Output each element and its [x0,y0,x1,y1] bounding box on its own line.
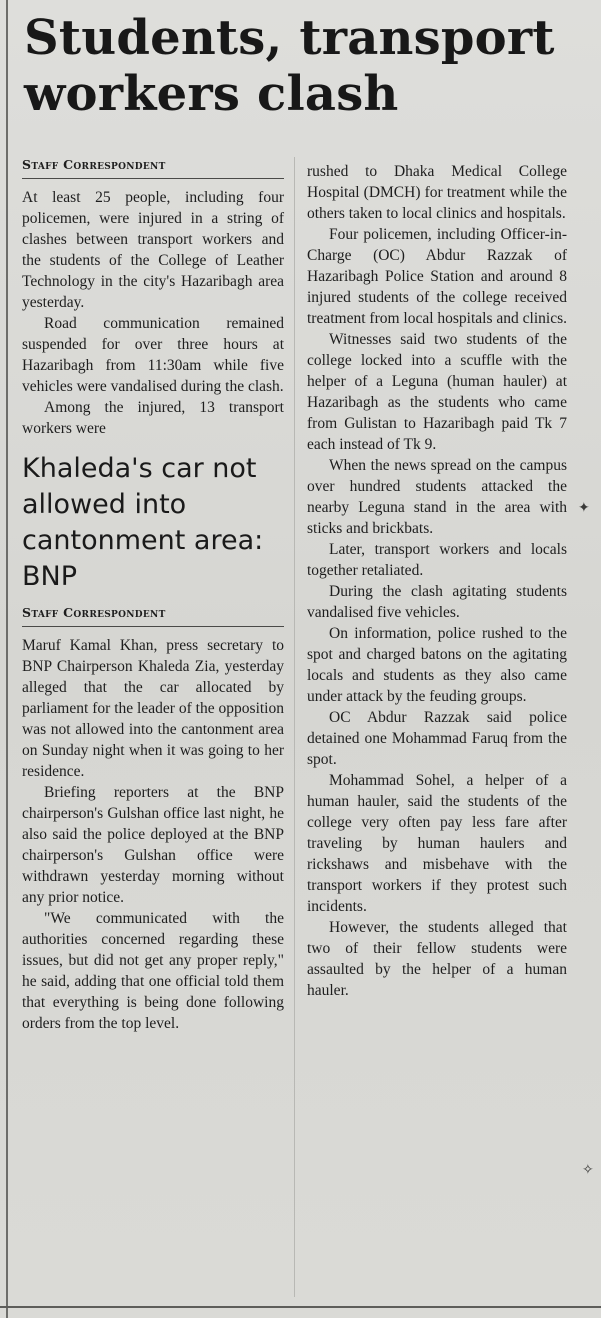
article-paragraph: However, the students alleged that two of their fellow students were assaulted by the helper of a human hauler. [307,919,567,999]
print-speck-icon: ✦ [578,500,590,516]
article-paragraph: Among the injured, 13 transport workers were [22,399,284,437]
left-column [22,157,284,1034]
column-rule-left [6,0,8,1318]
article-paragraph: rushed to Dhaka Medical College Hospital (DMCH) for treatment while the others taken to local clinics and hospitals. [307,163,567,222]
article-paragraph: Mohammad Sohel, a helper of a human hauler, said the students of the college very often pay less fare after traveling by human haulers and rickshaws and misbehave with the transport workers if they protest such incidents. [307,772,567,915]
article-paragraph: Four policemen, including Officer-in-Charge (OC) Abdur Razzak of Hazaribagh Police Station and around 8 injured students of the college received treatment from local hospitals and clinics. [307,226,567,327]
article-paragraph: Witnesses said two students of the college locked into a scuffle with the helper of a Leguna (human hauler) at Hazaribagh as the students who came from Gulistan to Hazaribagh paid Tk 7 each instead of Tk 9. [307,331,567,453]
article-paragraph: When the news spread on the campus over hundred students attacked the nearby Leguna stand in the area with sticks and brickbats. [307,457,567,537]
article-paragraph: During the clash agitating students vandalised five vehicles. [307,583,567,621]
article-headline: Students, transport workers clash [24,10,555,122]
secondary-paragraph: Briefing reporters at the BNP chairperson's Gulshan office last night, he also said the police deployed at the BNP chairperson's Gulshan office were withdrawn yesterday morning without any prior notice. [22,784,284,906]
secondary-paragraph: "We communicated with the authorities concerned regarding these issues, but did not get any proper reply," he said, adding that one official told them that everything is being done following orders from the top level. [22,910,284,1032]
secondary-headline: Khaleda's car not allowed into cantonment area: BNP [22,453,264,592]
print-speck-icon: ✧ [582,1162,594,1178]
article-paragraph: On information, police rushed to the spot and charged batons on the agitating locals and students as they also came under attack by the feuding groups. [307,625,567,705]
column-divider [294,157,295,1297]
article-paragraph: At least 25 people, including four policemen, were injured in a string of clashes between transport workers and the students of the College of Leather Technology in the city's Hazaribagh area yesterday. [22,189,284,311]
secondary-byline: Staff Correspondent [22,605,284,627]
article-paragraph: OC Abdur Razzak said police detained one Mohammad Faruq from the spot. [307,709,567,768]
secondary-paragraph: Maruf Kamal Khan, press secretary to BNP Chairperson Khaleda Zia, yesterday alleged that the car allocated by parliament for the leader of the opposition was not allowed into the cantonment area on Sunday night when it was going to her residence. [22,637,284,780]
column-rule-bottom [0,1306,601,1308]
article-paragraph: Road communication remained suspended for over three hours at Hazaribagh from 11:30am while five vehicles were vandalised during the clash. [22,315,284,395]
article-paragraph: Later, transport workers and locals together retaliated. [307,541,567,579]
right-column [307,161,567,1001]
article-byline: Staff Correspondent [22,157,284,179]
